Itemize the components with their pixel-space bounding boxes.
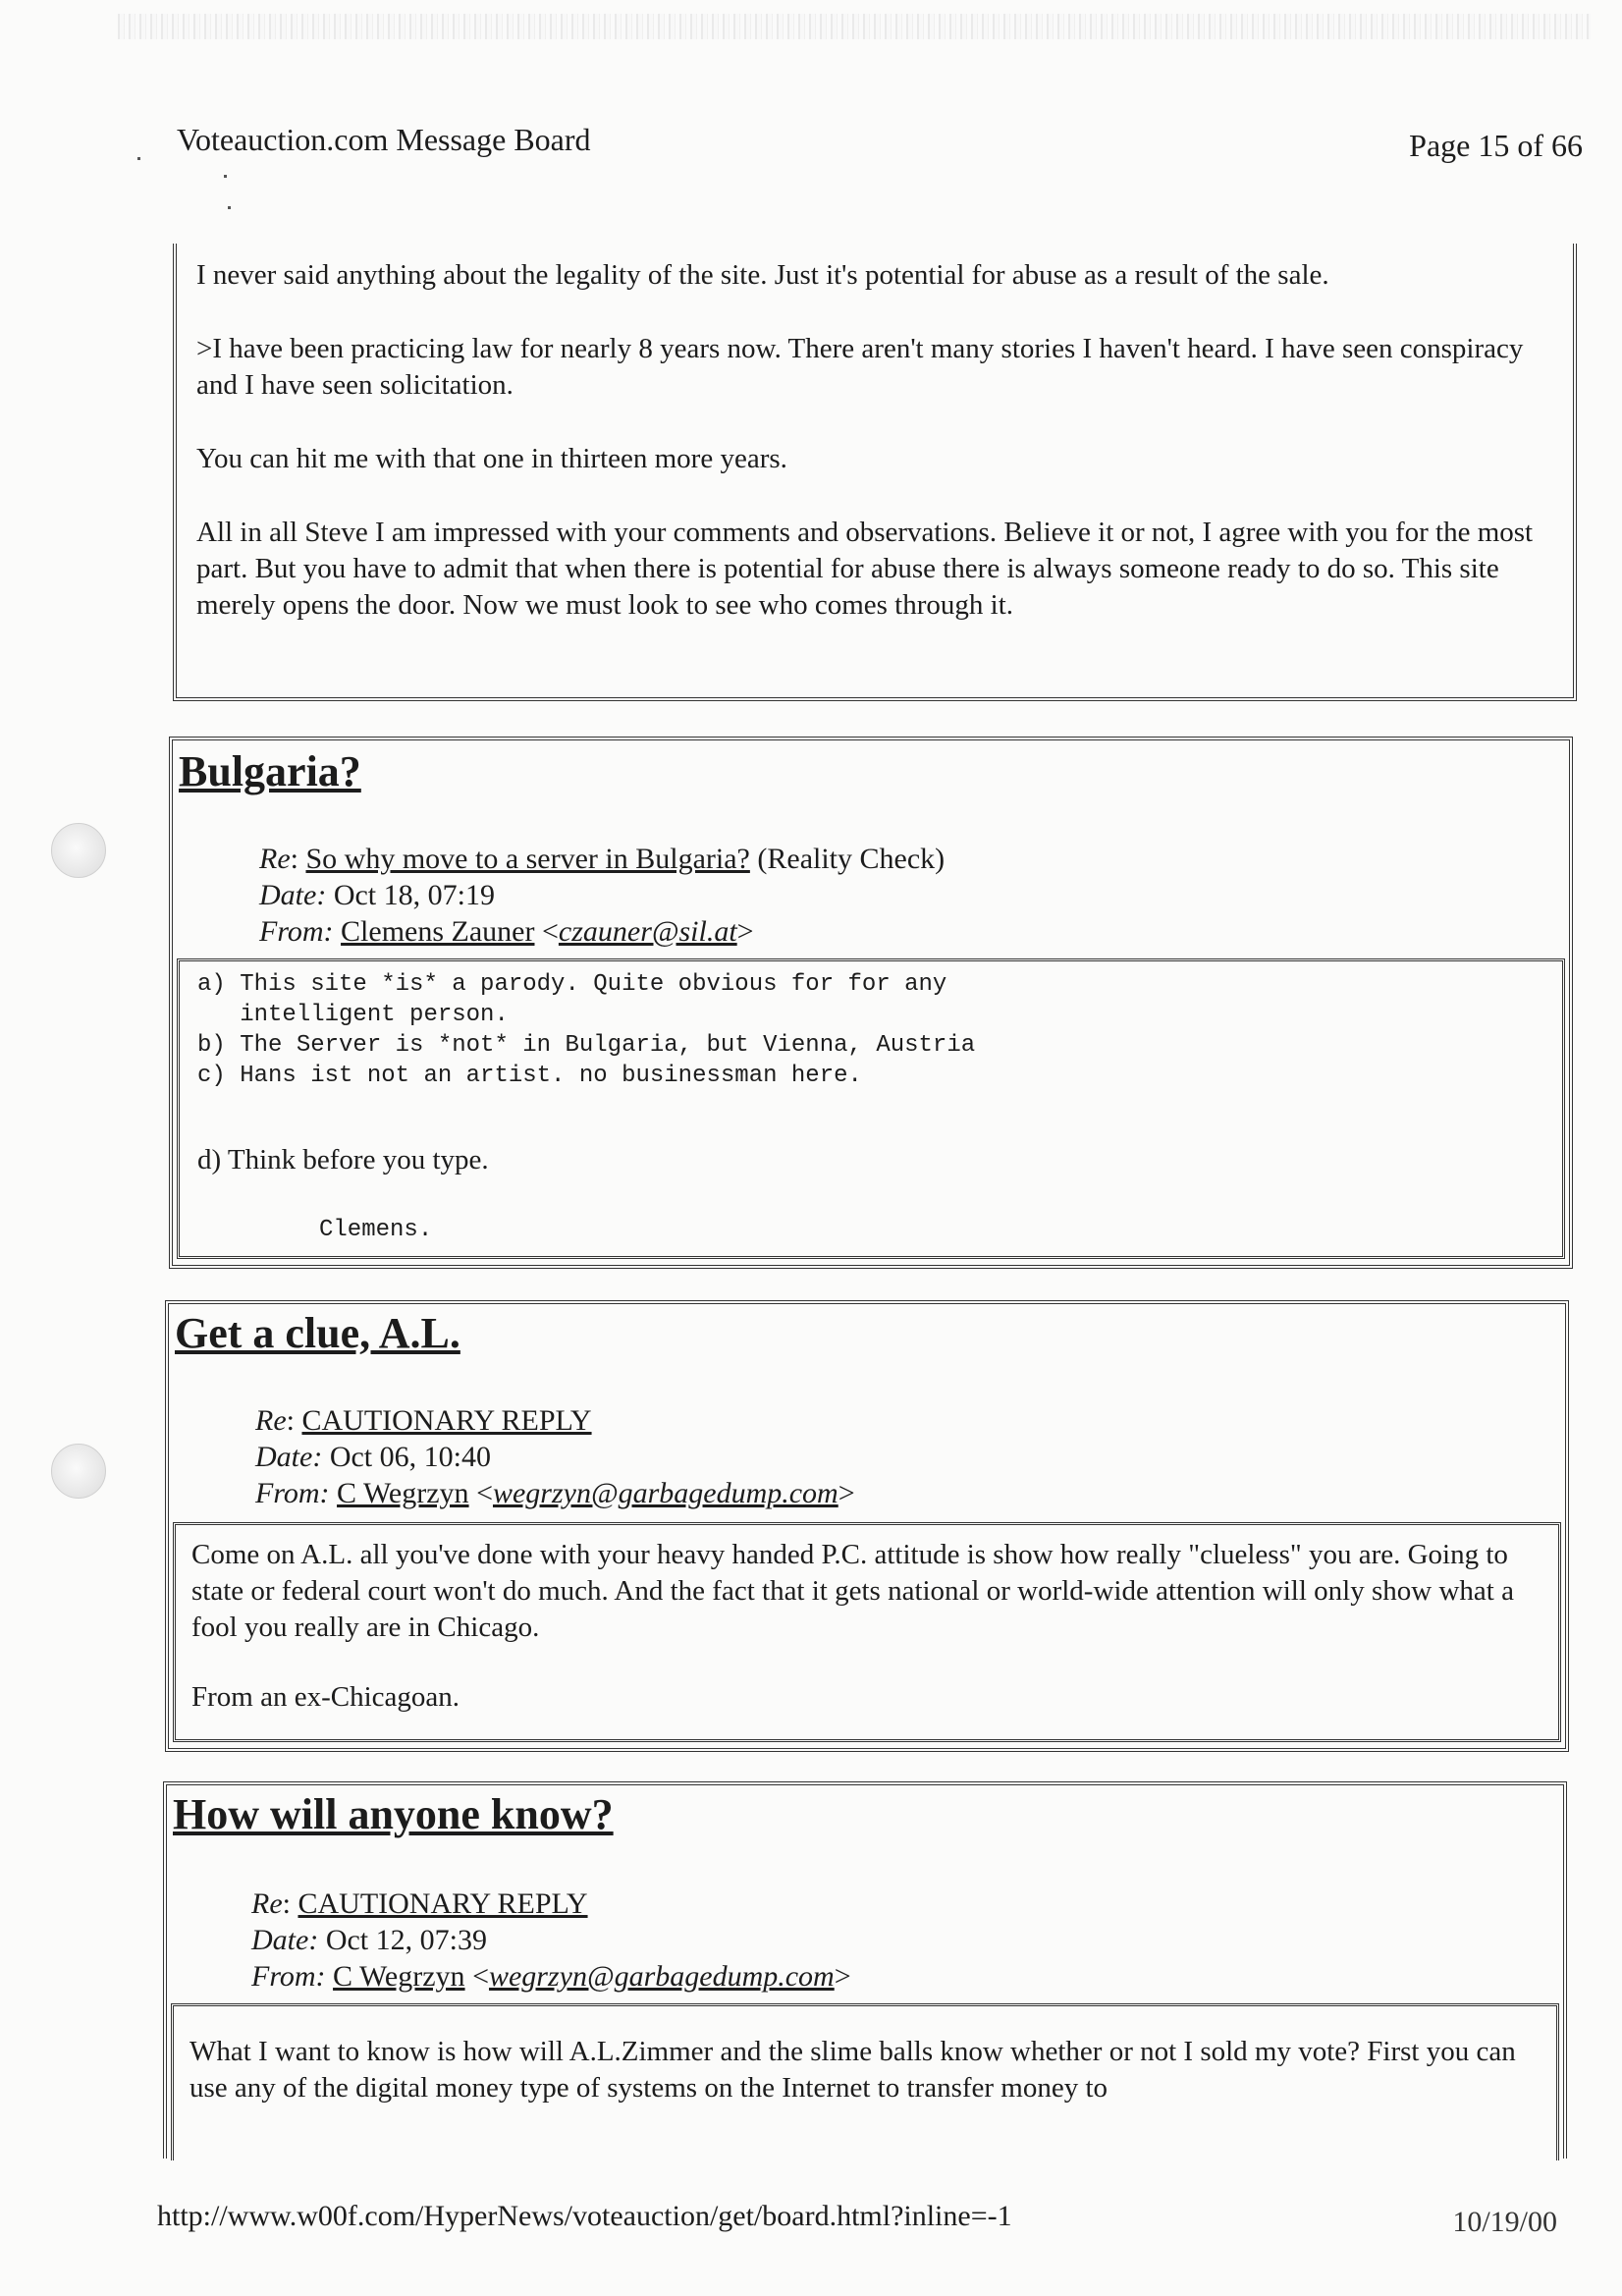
- re-label: Re: [251, 1887, 283, 1920]
- punch-hole: [51, 1444, 106, 1499]
- board-title: Voteauction.com Message Board: [177, 122, 591, 157]
- post-body-line: d) Think before you type.: [197, 1144, 489, 1175]
- post-body: [177, 958, 1565, 1259]
- post-bulgaria: [169, 737, 1573, 1269]
- date-label: Date:: [255, 1441, 323, 1473]
- author-link[interactable]: C Wegrzyn: [333, 1960, 465, 1993]
- paragraph: All in all Steve I am impressed with your comments and observations. Believe it or not, I agree with you for the most part. But you have to admit that when there is potential for abuse there is always someone ready to do so. This site merely opens the door. Now we must look to see who comes through it.: [196, 517, 1534, 621]
- post-body: [171, 2003, 1559, 2160]
- page-url: http://www.w00f.com/HyperNews/voteauction/get/board.html?inline=-1: [157, 2200, 1012, 2232]
- post-body-text: [191, 1537, 1537, 1716]
- punch-hole: [51, 823, 106, 878]
- paragraph: >I have been practicing law for nearly 8 years now. There aren't many stories I haven't heard. I have seen conspiracy and I have seen solicitation.: [196, 333, 1524, 401]
- post-body-text: [189, 2034, 1544, 2106]
- post-date: Oct 12, 07:39: [325, 1924, 487, 1956]
- post-signature: Clemens.: [319, 1217, 433, 1243]
- re-link[interactable]: CAUTIONARY REPLY: [297, 1887, 588, 1920]
- scan-speck: [224, 175, 227, 178]
- post-get-a-clue: [165, 1300, 1569, 1752]
- scan-speck: [137, 157, 140, 160]
- paragraph: Come on A.L. all you've done with your heavy handed P.C. attitude is show how really "clueless" you are. Going to state or federal court won't do much. And the fact that it gets national or world-wide attention will only show what a fool you really are in Chicago.: [191, 1539, 1514, 1643]
- author-link[interactable]: Clemens Zauner: [341, 915, 535, 948]
- post-date: Oct 18, 07:19: [333, 879, 495, 911]
- from-label: From:: [251, 1960, 326, 1993]
- date-label: Date:: [259, 879, 327, 911]
- post-title[interactable]: Bulgaria?: [179, 747, 361, 795]
- author-email-link[interactable]: wegrzyn@garbagedump.com: [488, 1960, 835, 1993]
- print-date: 10/19/00: [1452, 2206, 1557, 2238]
- date-label: Date:: [251, 1924, 319, 1956]
- re-link[interactable]: CAUTIONARY REPLY: [301, 1404, 592, 1437]
- scan-speck: [228, 206, 231, 209]
- post-mono-text: a) This site *is* a parody. Quite obvious for for any intelligent person. b) The Server is *not* in Bulgaria, but Vienna, Austria c) Hans ist not an artist. no businessman here.: [197, 971, 976, 1089]
- re-link[interactable]: So why move to a server in Bulgaria?: [305, 843, 750, 875]
- post-how-will-anyone-know: [163, 1781, 1567, 2159]
- author-link[interactable]: C Wegrzyn: [337, 1477, 469, 1509]
- scan-noise: [118, 14, 1591, 39]
- from-label: From:: [255, 1477, 330, 1509]
- author-email-link[interactable]: wegrzyn@garbagedump.com: [492, 1477, 838, 1509]
- author-email-link[interactable]: czauner@sil.at: [558, 915, 737, 948]
- post-title[interactable]: Get a clue, A.L.: [175, 1309, 460, 1357]
- re-label: Re: [259, 843, 291, 875]
- from-label: From:: [259, 915, 334, 948]
- post-date: Oct 06, 10:40: [329, 1441, 491, 1473]
- paragraph: You can hit me with that one in thirteen more years.: [196, 443, 787, 474]
- paragraph: From an ex-Chicagoan.: [191, 1681, 460, 1713]
- continued-post: [173, 244, 1577, 701]
- post-title[interactable]: How will anyone know?: [173, 1790, 614, 1838]
- re-label: Re: [255, 1404, 287, 1437]
- re-suffix: (Reality Check): [757, 843, 946, 875]
- page-number: Page 15 of 66: [1409, 128, 1583, 163]
- post-meta: Re: CAUTIONARY REPLY Date: Oct 06, 10:40 From: C Wegrzyn <wegrzyn@garbagedump.com>: [255, 1404, 855, 1509]
- paragraph: What I want to know is how will A.L.Zimmer and the slime balls know whether or not I sold my vote? First you can use any of the digital money type of systems on the Internet to transfer money to: [189, 2036, 1516, 2104]
- continued-body: [196, 257, 1561, 624]
- paragraph: I never said anything about the legality of the site. Just it's potential for abuse as a result of the sale.: [196, 259, 1329, 291]
- post-meta: Re: So why move to a server in Bulgaria? (Reality Check) Date: Oct 18, 07:19 From: Clemens Zauner <czauner@sil.at>: [259, 843, 946, 948]
- post-body: [173, 1522, 1561, 1742]
- post-meta: Re: CAUTIONARY REPLY Date: Oct 12, 07:39 From: C Wegrzyn <wegrzyn@garbagedump.com>: [251, 1887, 851, 1993]
